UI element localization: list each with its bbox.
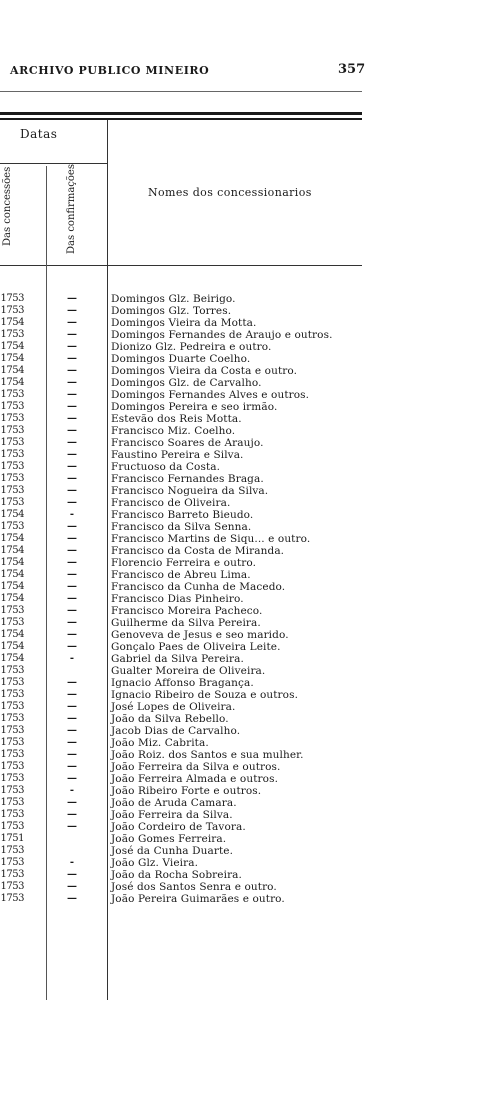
concession-year: 1754 (0, 317, 24, 328)
concessionary-name: João Miz. Cabrita. (111, 737, 209, 749)
confirmation-mark: — (67, 377, 77, 388)
table-row (0, 593, 494, 605)
table-row (0, 485, 494, 497)
concessionary-name: João Glz. Vieira. (111, 857, 199, 869)
concession-year: 1753 (0, 845, 24, 856)
table-row (0, 713, 494, 725)
confirmation-mark: — (67, 689, 77, 700)
concessionary-name: Domingos Glz. Beirigo. (111, 293, 236, 305)
concession-year: 1753 (0, 701, 24, 712)
concession-year: 1753 (0, 749, 24, 760)
confirmation-mark: — (67, 449, 77, 460)
table-row (0, 665, 494, 677)
table-row (0, 725, 494, 737)
concessionary-name: João Ribeiro Forte e outros. (111, 785, 262, 797)
concession-year: 1753 (0, 857, 24, 868)
table-row (0, 737, 494, 749)
confirmation-mark: — (67, 389, 77, 400)
table-row (0, 341, 494, 353)
table-row (0, 437, 494, 449)
table-row (0, 497, 494, 509)
concessionary-name: João Pereira Guimarães e outro. (111, 893, 285, 905)
concessionary-name: Francisco da Silva Senna. (111, 521, 252, 533)
concession-year: 1753 (0, 773, 24, 784)
concessionary-name: Gualter Moreira de Oliveira. (111, 665, 266, 677)
concessionary-name: Francisco da Costa de Miranda. (111, 545, 285, 557)
datas-divider (0, 163, 107, 164)
concession-year: 1754 (0, 365, 24, 376)
concession-year: 1753 (0, 677, 24, 688)
concessionary-name: Domingos Vieira da Motta. (111, 317, 257, 329)
concession-year: 1753 (0, 761, 24, 772)
table-row (0, 785, 494, 797)
table-row (0, 353, 494, 365)
confirmation-mark: — (67, 353, 77, 364)
confirmation-mark: — (67, 425, 77, 436)
concessionary-name: Guilherme da Silva Pereira. (111, 617, 261, 629)
concession-year: 1753 (0, 461, 24, 472)
concession-year: 1753 (0, 689, 24, 700)
table-row (0, 761, 494, 773)
concession-year: 1753 (0, 305, 24, 316)
table-row (0, 641, 494, 653)
concession-year: 1753 (0, 329, 24, 340)
concessionary-name: João Ferreira Almada e outros. (111, 773, 279, 785)
concession-year: 1753 (0, 785, 24, 796)
concessionary-name: Domingos Fernandes de Araujo e outros. (111, 329, 333, 341)
concession-year: 1754 (0, 557, 24, 568)
concessionary-name: Francisco Barreto Bieudo. (111, 509, 254, 521)
table-row (0, 329, 494, 341)
concession-year: 1754 (0, 545, 24, 556)
concessionary-name: Genoveva de Jesus e seo marido. (111, 629, 289, 641)
confirmation-mark: — (67, 737, 77, 748)
table-row (0, 773, 494, 785)
concessionary-name: Estevão dos Reis Motta. (111, 413, 242, 425)
page-number: 357 (338, 62, 366, 77)
table-row (0, 881, 494, 893)
concession-year: 1754 (0, 377, 24, 388)
concession-year: 1753 (0, 725, 24, 736)
confirmation-mark: — (67, 365, 77, 376)
concessionary-name: Domingos Fernandes Alves e outros. (111, 389, 310, 401)
table-body (0, 293, 494, 905)
concession-year: 1754 (0, 341, 24, 352)
concession-year: 1754 (0, 353, 24, 364)
top-thin-rule (0, 91, 362, 92)
table-row (0, 377, 494, 389)
confirmation-mark: — (67, 821, 77, 832)
table-row (0, 557, 494, 569)
confirmation-mark: — (67, 797, 77, 808)
concession-year: 1753 (0, 881, 24, 892)
header-bottom-rule (0, 265, 362, 266)
confirmation-mark: — (67, 641, 77, 652)
concessionary-name: Francisco Soares de Araujo. (111, 437, 264, 449)
table-row (0, 509, 494, 521)
confirmation-mark: — (67, 545, 77, 556)
table-row (0, 389, 494, 401)
concession-year: 1754 (0, 509, 24, 520)
concession-year: 1753 (0, 821, 24, 832)
table-row (0, 857, 494, 869)
table-row (0, 701, 494, 713)
table-row (0, 845, 494, 857)
table-row (0, 869, 494, 881)
table-row (0, 569, 494, 581)
table-row (0, 461, 494, 473)
table-row (0, 449, 494, 461)
table-row (0, 605, 494, 617)
concession-year: 1753 (0, 425, 24, 436)
concession-year: 1753 (0, 401, 24, 412)
confirmation-mark: — (67, 413, 77, 424)
confirmation-mark: — (67, 809, 77, 820)
running-title: ARCHIVO PUBLICO MINEIRO (10, 64, 210, 77)
confirmation-mark: — (67, 761, 77, 772)
concessionary-name: Domingos Vieira da Costa e outro. (111, 365, 298, 377)
concession-year: 1753 (0, 797, 24, 808)
concession-year: 1754 (0, 641, 24, 652)
confirmation-mark: — (67, 725, 77, 736)
concessoes-column-header: Das concessões (2, 166, 13, 246)
confirmation-mark: — (67, 341, 77, 352)
confirmation-mark: — (67, 881, 77, 892)
concession-year: 1753 (0, 665, 24, 676)
concession-year: 1753 (0, 497, 24, 508)
confirmation-mark: — (67, 329, 77, 340)
concession-year: 1753 (0, 449, 24, 460)
concession-year: 1753 (0, 869, 24, 880)
confirmation-mark: — (67, 605, 77, 616)
confirmation-mark: — (67, 629, 77, 640)
table-row (0, 317, 494, 329)
confirmacoes-column-header: Das confirmações (66, 164, 77, 254)
concession-year: 1753 (0, 605, 24, 616)
concessionary-name: José dos Santos Senra e outro. (111, 881, 277, 893)
concession-year: 1754 (0, 593, 24, 604)
concession-year: 1753 (0, 713, 24, 724)
concession-year: 1753 (0, 293, 24, 304)
confirmation-mark: — (67, 293, 77, 304)
table-row (0, 809, 494, 821)
table-row (0, 797, 494, 809)
confirmation-mark: — (67, 569, 77, 580)
concessionary-name: Francisco de Oliveira. (111, 497, 231, 509)
confirmation-mark: — (67, 593, 77, 604)
confirmation-mark: - (69, 509, 75, 520)
table-row (0, 653, 494, 665)
concessionary-name: João Ferreira da Silva. (111, 809, 233, 821)
concessionary-name: João Roiz. dos Santos e sua mulher. (111, 749, 304, 761)
confirmation-mark: — (67, 869, 77, 880)
table-row (0, 581, 494, 593)
confirmation-mark: — (67, 617, 77, 628)
confirmation-mark: — (67, 485, 77, 496)
confirmation-mark: — (67, 401, 77, 412)
top-thick-rule (0, 112, 362, 115)
table-row (0, 365, 494, 377)
table-row (0, 533, 494, 545)
concession-year: 1753 (0, 437, 24, 448)
concession-year: 1753 (0, 521, 24, 532)
table-row (0, 473, 494, 485)
concessionary-name: Faustino Pereira e Silva. (111, 449, 244, 461)
concessionary-name: José Lopes de Oliveira. (111, 701, 236, 713)
confirmation-mark: — (67, 893, 77, 904)
concession-year: 1753 (0, 737, 24, 748)
confirmation-mark: — (67, 305, 77, 316)
concessionary-name: João de Aruda Camara. (111, 797, 237, 809)
concession-year: 1753 (0, 485, 24, 496)
table-row (0, 545, 494, 557)
concessionary-name: Domingos Pereira e seo irmão. (111, 401, 278, 413)
concession-year: 1753 (0, 413, 24, 424)
confirmation-mark: — (67, 701, 77, 712)
concessionary-name: Fructuoso da Costa. (111, 461, 221, 473)
concessionary-name: Francisco Martins de Siqu... e outro. (111, 533, 311, 545)
confirmation-mark: - (69, 653, 75, 664)
concessionary-name: Francisco Miz. Coelho. (111, 425, 236, 437)
confirmation-mark: — (67, 713, 77, 724)
confirmation-mark: — (67, 533, 77, 544)
concessionary-name: João Cordeiro de Tavora. (111, 821, 246, 833)
concessionary-name: Domingos Duarte Coelho. (111, 353, 251, 365)
confirmation-mark: - (69, 857, 75, 868)
table-row (0, 677, 494, 689)
confirmation-mark: - (69, 785, 75, 796)
concessionary-name: José da Cunha Duarte. (111, 845, 234, 857)
concessionary-name: Francisco Dias Pinheiro. (111, 593, 244, 605)
concessionary-name: Ignacio Affonso Bragança. (111, 677, 254, 689)
concession-year: 1753 (0, 617, 24, 628)
concessionary-name: Gonçalo Paes de Oliveira Leite. (111, 641, 281, 653)
table-row (0, 425, 494, 437)
concessionary-name: João da Silva Rebello. (111, 713, 229, 725)
confirmation-mark: — (67, 437, 77, 448)
concessionary-name: Jacob Dias de Carvalho. (111, 725, 241, 737)
table-row (0, 833, 494, 845)
concession-year: 1754 (0, 569, 24, 580)
concessionary-name: Florencio Ferreira e outro. (111, 557, 257, 569)
concessionary-name: João Gomes Ferreira. (111, 833, 227, 845)
table-row (0, 821, 494, 833)
concession-year: 1753 (0, 389, 24, 400)
table-row (0, 293, 494, 305)
concessionary-name: Ignacio Ribeiro de Souza e outros. (111, 689, 299, 701)
confirmation-mark: — (67, 773, 77, 784)
table-row (0, 617, 494, 629)
concession-year: 1753 (0, 893, 24, 904)
top-second-rule (0, 118, 362, 120)
concessionary-name: Francisco de Abreu Lima. (111, 569, 251, 581)
confirmation-mark: — (67, 557, 77, 568)
concession-year: 1751 (0, 833, 24, 844)
confirmation-mark: — (67, 521, 77, 532)
concession-year: 1753 (0, 473, 24, 484)
confirmation-mark: — (67, 461, 77, 472)
confirmation-mark: — (67, 581, 77, 592)
concession-year: 1753 (0, 809, 24, 820)
confirmation-mark: — (67, 677, 77, 688)
concession-year: 1754 (0, 581, 24, 592)
concessionary-name: Francisco da Cunha de Macedo. (111, 581, 286, 593)
table-row (0, 629, 494, 641)
concession-year: 1754 (0, 629, 24, 640)
concessionary-name: Francisco Moreira Pacheco. (111, 605, 263, 617)
concession-year: 1754 (0, 533, 24, 544)
concessionary-name: Domingos Glz. de Carvalho. (111, 377, 262, 389)
concessionary-name: João da Rocha Sobreira. (111, 869, 242, 881)
concessionary-name: Francisco Nogueira da Silva. (111, 485, 269, 497)
names-column-header: Nomes dos concessionarios (148, 186, 312, 199)
table-row (0, 521, 494, 533)
concession-year: 1754 (0, 653, 24, 664)
table-row (0, 401, 494, 413)
confirmation-mark: — (67, 497, 77, 508)
concessionary-name: Gabriel da Silva Pereira. (111, 653, 244, 665)
table-row (0, 893, 494, 905)
concessionary-name: João Ferreira da Silva e outros. (111, 761, 281, 773)
table-row (0, 305, 494, 317)
table-row (0, 413, 494, 425)
concessionary-name: Francisco Fernandes Braga. (111, 473, 264, 485)
confirmation-mark: — (67, 473, 77, 484)
table-row (0, 689, 494, 701)
datas-column-header: Datas (20, 127, 58, 141)
concessionary-name: Dionizo Glz. Pedreira e outro. (111, 341, 272, 353)
confirmation-mark: — (67, 749, 77, 760)
concessionary-name: Domingos Glz. Torres. (111, 305, 232, 317)
confirmation-mark: — (67, 317, 77, 328)
table-row (0, 749, 494, 761)
